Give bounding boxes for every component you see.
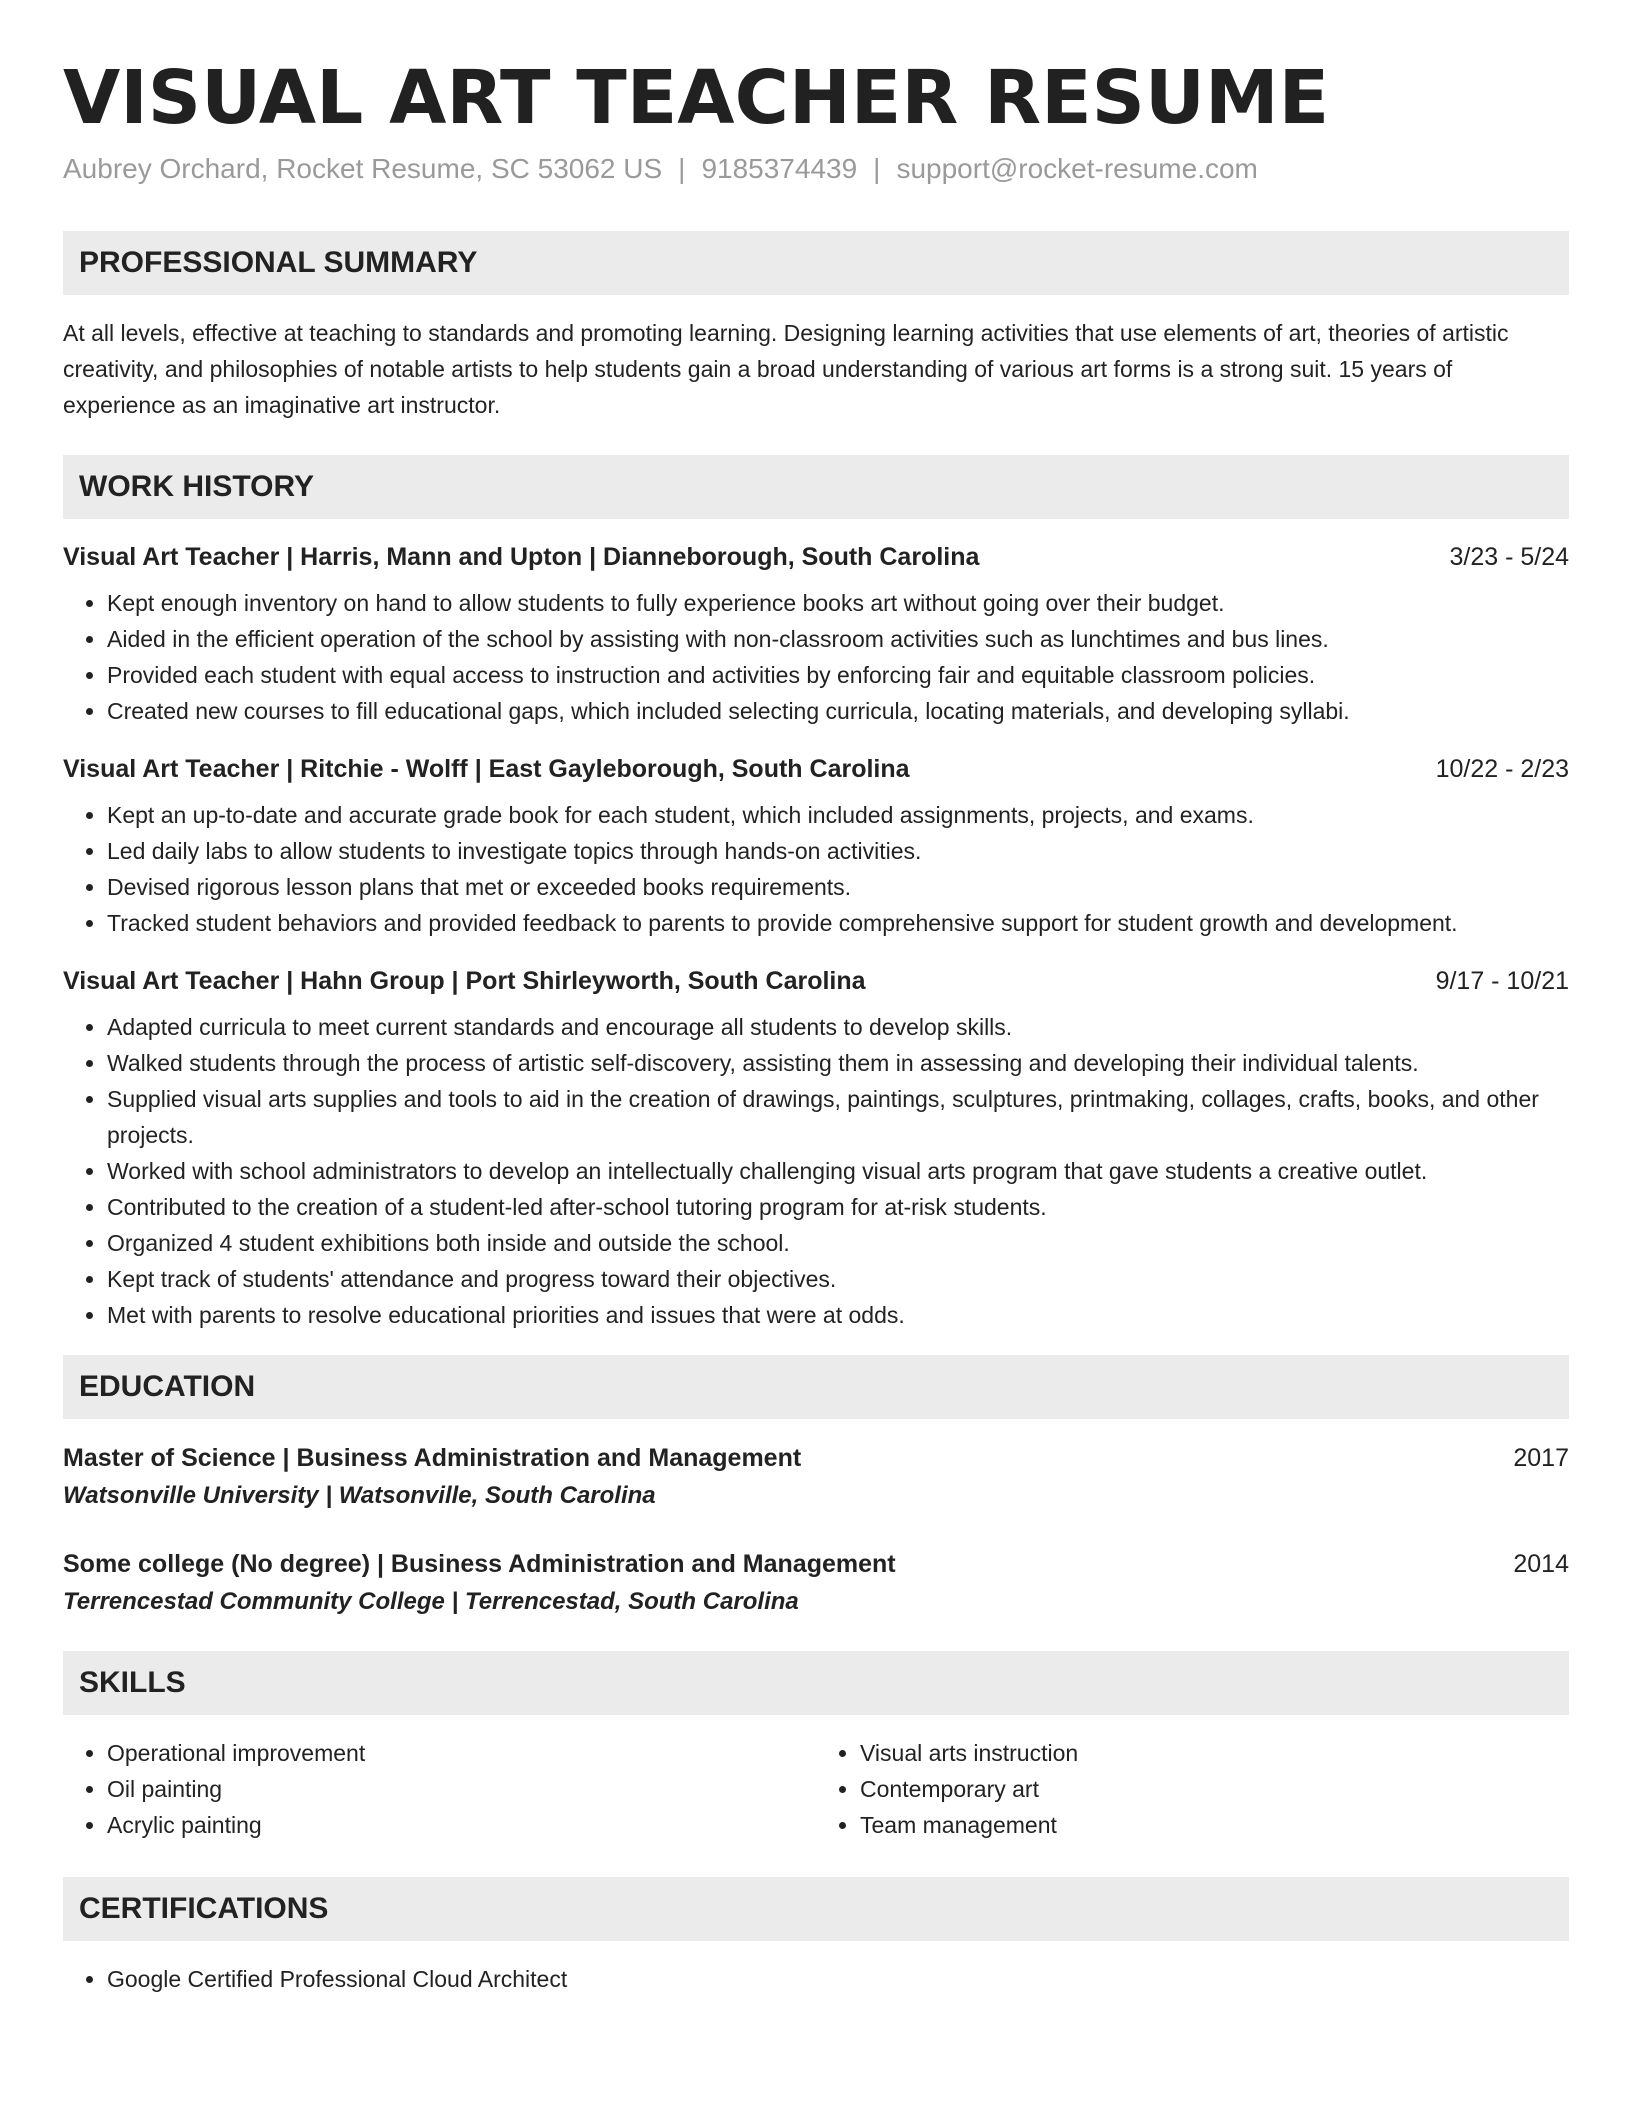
job-bullet: • Worked with school administrators to develop an intellectually challenging visual arts program that gave students a creative outlet. xyxy=(107,1153,1569,1189)
certification-item: • Google Certified Professional Cloud Architect xyxy=(107,1961,1569,1997)
job-bullet: • Devised rigorous lesson plans that met or exceeded books requirements. xyxy=(107,869,1569,905)
job-bullet: • Kept enough inventory on hand to allow students to fully experience books art without going over their budget. xyxy=(107,585,1569,621)
section-header-skills: SKILLS xyxy=(63,1651,1569,1715)
job-title: Visual Art Teacher | Harris, Mann and Upton | Dianneborough, South Carolina xyxy=(63,543,980,572)
job-bullet: • Provided each student with equal access to instruction and activities by enforcing fair and equitable classroom policies. xyxy=(107,657,1569,693)
skill-item: • Oil painting xyxy=(107,1771,816,1807)
job-entry xyxy=(63,539,1569,729)
job-bullet: • Organized 4 student exhibitions both inside and outside the school. xyxy=(107,1225,1569,1261)
section-header-certifications: CERTIFICATIONS xyxy=(63,1877,1569,1941)
job-bullets xyxy=(63,585,1569,729)
education-school: Watsonville University | Watsonville, South Carolina xyxy=(63,1482,656,1510)
education-entry xyxy=(63,1545,1569,1621)
education-school: Terrencestad Community College | Terrencestad, South Carolina xyxy=(63,1588,799,1616)
skill-item: • Contemporary art xyxy=(860,1771,1569,1807)
job-header xyxy=(63,963,1569,999)
contact-phone: 9185374439 xyxy=(701,153,858,185)
job-dates: 10/22 - 2/23 xyxy=(1435,755,1569,784)
job-bullet: • Adapted curricula to meet current standards and encourage all students to develop skills. xyxy=(107,1009,1569,1045)
skill-item: • Team management xyxy=(860,1807,1569,1843)
job-bullet: • Supplied visual arts supplies and tools to aid in the creation of drawings, paintings, sculptures, printmaking, collages, crafts, books, and other projects. xyxy=(107,1081,1569,1153)
skill-item: • Visual arts instruction xyxy=(860,1735,1569,1771)
section-header-summary: PROFESSIONAL SUMMARY xyxy=(63,231,1569,295)
job-entry xyxy=(63,963,1569,1333)
job-header xyxy=(63,539,1569,575)
job-bullet: • Kept an up-to-date and accurate grade book for each student, which included assignments, projects, and exams. xyxy=(107,797,1569,833)
section-header-work-history: WORK HISTORY xyxy=(63,455,1569,519)
job-dates: 9/17 - 10/21 xyxy=(1435,967,1569,996)
skills-columns xyxy=(63,1735,1569,1843)
skills-list-right xyxy=(816,1735,1569,1843)
job-bullets xyxy=(63,797,1569,941)
education-header xyxy=(63,1545,1569,1583)
job-title: Visual Art Teacher | Ritchie - Wolff | East Gayleborough, South Carolina xyxy=(63,755,910,784)
job-entry xyxy=(63,751,1569,941)
job-bullet: • Led daily labs to allow students to investigate topics through hands-on activities. xyxy=(107,833,1569,869)
section-header-education: EDUCATION xyxy=(63,1355,1569,1419)
job-bullet: • Aided in the efficient operation of the school by assisting with non-classroom activities such as lunchtimes and bus lines. xyxy=(107,621,1569,657)
job-dates: 3/23 - 5/24 xyxy=(1449,543,1569,572)
job-title: Visual Art Teacher | Hahn Group | Port Shirleyworth, South Carolina xyxy=(63,967,866,996)
certifications-list xyxy=(63,1961,1569,1997)
contact-line xyxy=(63,151,1569,187)
job-bullet: • Walked students through the process of artistic self-discovery, assisting them in assessing and developing their individual talents. xyxy=(107,1045,1569,1081)
education-degree: Master of Science | Business Administration and Management xyxy=(63,1444,802,1473)
contact-email: support@rocket-resume.com xyxy=(896,153,1258,185)
job-bullet: • Contributed to the creation of a student-led after-school tutoring program for at-risk students. xyxy=(107,1189,1569,1225)
job-bullet: • Met with parents to resolve educational priorities and issues that were at odds. xyxy=(107,1297,1569,1333)
skills-list-left xyxy=(63,1735,816,1843)
education-year: 2017 xyxy=(1513,1444,1569,1473)
education-year: 2014 xyxy=(1513,1550,1569,1579)
contact-separator: | xyxy=(678,153,686,185)
summary-text: At all levels, effective at teaching to standards and promoting learning. Designing learning activities that use elements of art, theories of artistic creativity, and philosophies of notable artists to help students gain a broad understanding of various art forms is a strong suit. 15 years of experience as an imaginative art instructor. xyxy=(63,320,1509,419)
resume-title: VISUAL ART TEACHER RESUME xyxy=(63,55,1330,141)
contact-separator: | xyxy=(873,153,881,185)
education-degree: Some college (No degree) | Business Administration and Management xyxy=(63,1550,896,1579)
education-header xyxy=(63,1439,1569,1477)
job-header xyxy=(63,751,1569,787)
job-bullet: • Kept track of students' attendance and progress toward their objectives. xyxy=(107,1261,1569,1297)
job-bullet: • Created new courses to fill educational gaps, which included selecting curricula, locating materials, and developing syllabi. xyxy=(107,693,1569,729)
job-bullet: • Tracked student behaviors and provided feedback to parents to provide comprehensive support for student growth and development. xyxy=(107,905,1569,941)
education-entry xyxy=(63,1439,1569,1515)
skill-item: • Operational improvement xyxy=(107,1735,816,1771)
skill-item: • Acrylic painting xyxy=(107,1807,816,1843)
contact-address: Aubrey Orchard, Rocket Resume, SC 53062 US xyxy=(63,153,663,185)
job-bullets xyxy=(63,1009,1569,1333)
